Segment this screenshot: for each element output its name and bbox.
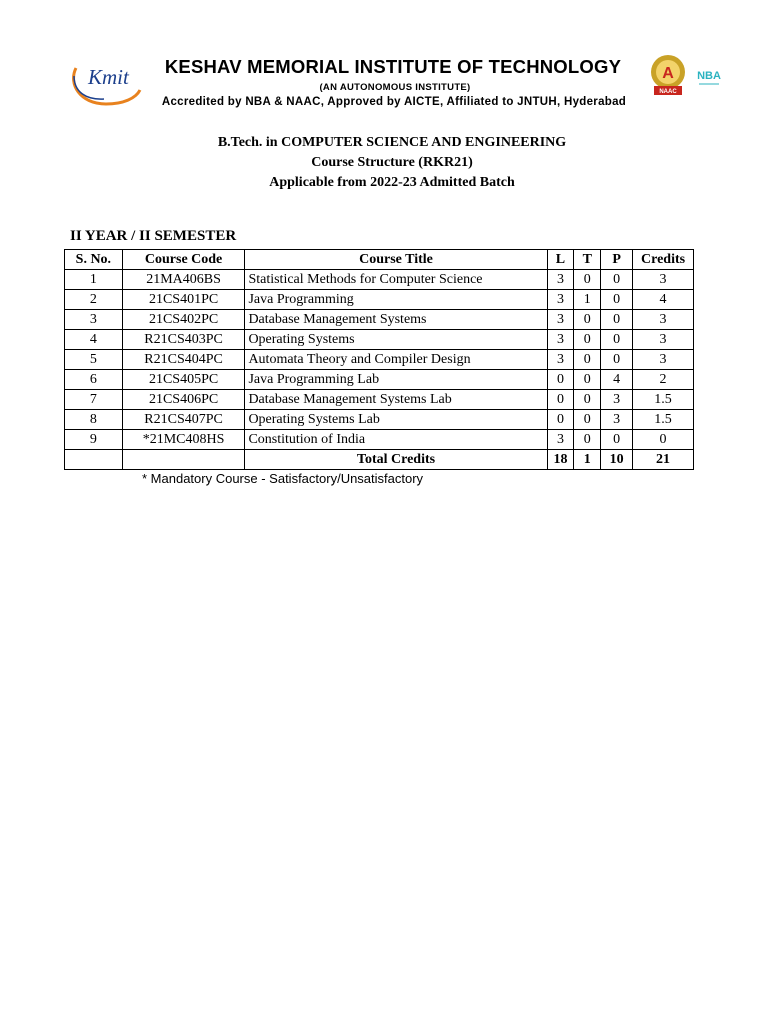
- cell-sno: 9: [65, 430, 123, 450]
- table-row: [65, 330, 694, 350]
- autonomous-label: (AN AUTONOMOUS INSTITUTE): [319, 82, 471, 93]
- cell-l: 3: [547, 430, 574, 450]
- cell-code: *21MC408HS: [122, 430, 245, 450]
- header-credits: Credits: [633, 250, 694, 270]
- cell-l: 3: [547, 290, 574, 310]
- footnote: * Mandatory Course - Satisfactory/Unsatisfactory: [142, 471, 424, 486]
- cell-title: Operating Systems: [245, 330, 547, 350]
- header-p: P: [601, 250, 633, 270]
- cell-title: Java Programming: [245, 290, 547, 310]
- table-row: [65, 370, 694, 390]
- kmit-logo: [66, 54, 142, 110]
- cell-t: 1: [574, 290, 601, 310]
- cell-title: Statistical Methods for Computer Science: [245, 270, 547, 290]
- cell-sno: 7: [65, 390, 123, 410]
- naac-badge: [648, 52, 688, 100]
- table-row: [65, 310, 694, 330]
- cell-title: Database Management Systems: [245, 310, 547, 330]
- cell-t: 0: [574, 310, 601, 330]
- document-titles: [0, 133, 768, 193]
- cell-sno: 8: [65, 410, 123, 430]
- total-p: 10: [601, 450, 633, 470]
- cell-credits: 3: [633, 270, 694, 290]
- cell-title: Constitution of India: [245, 430, 547, 450]
- cell-code: 21CS405PC: [122, 370, 245, 390]
- applicable-title: Applicable from 2022-23 Admitted Batch: [269, 175, 515, 190]
- program-title: B.Tech. in COMPUTER SCIENCE AND ENGINEERING: [217, 135, 567, 150]
- cell-credits: 1.5: [633, 410, 694, 430]
- cell-l: 3: [547, 350, 574, 370]
- cell-code: 21CS402PC: [122, 310, 245, 330]
- cell-sno: 3: [65, 310, 123, 330]
- cell-code: R21CS407PC: [122, 410, 245, 430]
- structure-title: Course Structure (RKR21): [311, 155, 473, 170]
- cell-code: R21CS404PC: [122, 350, 245, 370]
- table-header-row: [65, 250, 694, 270]
- cell-sno: 6: [65, 370, 123, 390]
- table-row: [65, 270, 694, 290]
- header-code: Course Code: [122, 250, 245, 270]
- cell-l: 3: [547, 330, 574, 350]
- cell-p: 3: [601, 410, 633, 430]
- cell-sno: 1: [65, 270, 123, 290]
- cell-credits: 3: [633, 350, 694, 370]
- cell-title: Java Programming Lab: [245, 370, 547, 390]
- table-row: [65, 350, 694, 370]
- cell-p: 0: [601, 330, 633, 350]
- table-row: [65, 430, 694, 450]
- total-row: [65, 450, 694, 470]
- cell-credits: 4: [633, 290, 694, 310]
- cell-credits: 3: [633, 330, 694, 350]
- svg-text:A: A: [662, 65, 674, 82]
- cell-credits: 1.5: [633, 390, 694, 410]
- total-t: 1: [574, 450, 601, 470]
- cell-p: 0: [601, 290, 633, 310]
- svg-text:NAAC: NAAC: [659, 89, 677, 95]
- cell-l: 3: [547, 270, 574, 290]
- institute-name: KESHAV MEMORIAL INSTITUTE OF TECHNOLOGY: [164, 56, 622, 77]
- total-empty-1: [65, 450, 123, 470]
- cell-l: 0: [547, 370, 574, 390]
- cell-p: 0: [601, 270, 633, 290]
- total-label: Total Credits: [245, 450, 547, 470]
- cell-code: 21CS401PC: [122, 290, 245, 310]
- cell-l: 3: [547, 310, 574, 330]
- table-body: [65, 270, 694, 470]
- cell-sno: 5: [65, 350, 123, 370]
- cell-l: 0: [547, 410, 574, 430]
- cell-p: 0: [601, 310, 633, 330]
- cell-sno: 4: [65, 330, 123, 350]
- accreditation-line: Accredited by NBA & NAAC, Approved by AICTE, Affiliated to JNTUH, Hyderabad: [161, 96, 627, 108]
- cell-p: 4: [601, 370, 633, 390]
- cell-t: 0: [574, 390, 601, 410]
- total-credits: 21: [633, 450, 694, 470]
- cell-title: Operating Systems Lab: [245, 410, 547, 430]
- table-row: [65, 390, 694, 410]
- cell-title: Automata Theory and Compiler Design: [245, 350, 547, 370]
- cell-t: 0: [574, 410, 601, 430]
- logo-text: Kmit: [88, 65, 129, 89]
- cell-t: 0: [574, 430, 601, 450]
- semester-heading: II YEAR / II SEMESTER: [70, 228, 237, 244]
- cell-code: 21CS406PC: [122, 390, 245, 410]
- cell-code: 21MA406BS: [122, 270, 245, 290]
- header-t: T: [574, 250, 601, 270]
- cell-credits: 2: [633, 370, 694, 390]
- cell-t: 0: [574, 370, 601, 390]
- cell-l: 0: [547, 390, 574, 410]
- cell-code: R21CS403PC: [122, 330, 245, 350]
- total-l: 18: [547, 450, 574, 470]
- header-title: Course Title: [245, 250, 547, 270]
- cell-p: 0: [601, 430, 633, 450]
- header-sno: S. No.: [65, 250, 123, 270]
- header-l: L: [547, 250, 574, 270]
- table-row: [65, 290, 694, 310]
- cell-t: 0: [574, 270, 601, 290]
- total-empty-2: [122, 450, 245, 470]
- cell-title: Database Management Systems Lab: [245, 390, 547, 410]
- cell-credits: 3: [633, 310, 694, 330]
- nba-badge: [696, 62, 722, 90]
- table-row: [65, 410, 694, 430]
- cell-p: 0: [601, 350, 633, 370]
- course-table: [64, 249, 694, 470]
- cell-sno: 2: [65, 290, 123, 310]
- cell-t: 0: [574, 330, 601, 350]
- cell-p: 3: [601, 390, 633, 410]
- cell-credits: 0: [633, 430, 694, 450]
- cell-t: 0: [574, 350, 601, 370]
- svg-text:NBA: NBA: [697, 70, 721, 82]
